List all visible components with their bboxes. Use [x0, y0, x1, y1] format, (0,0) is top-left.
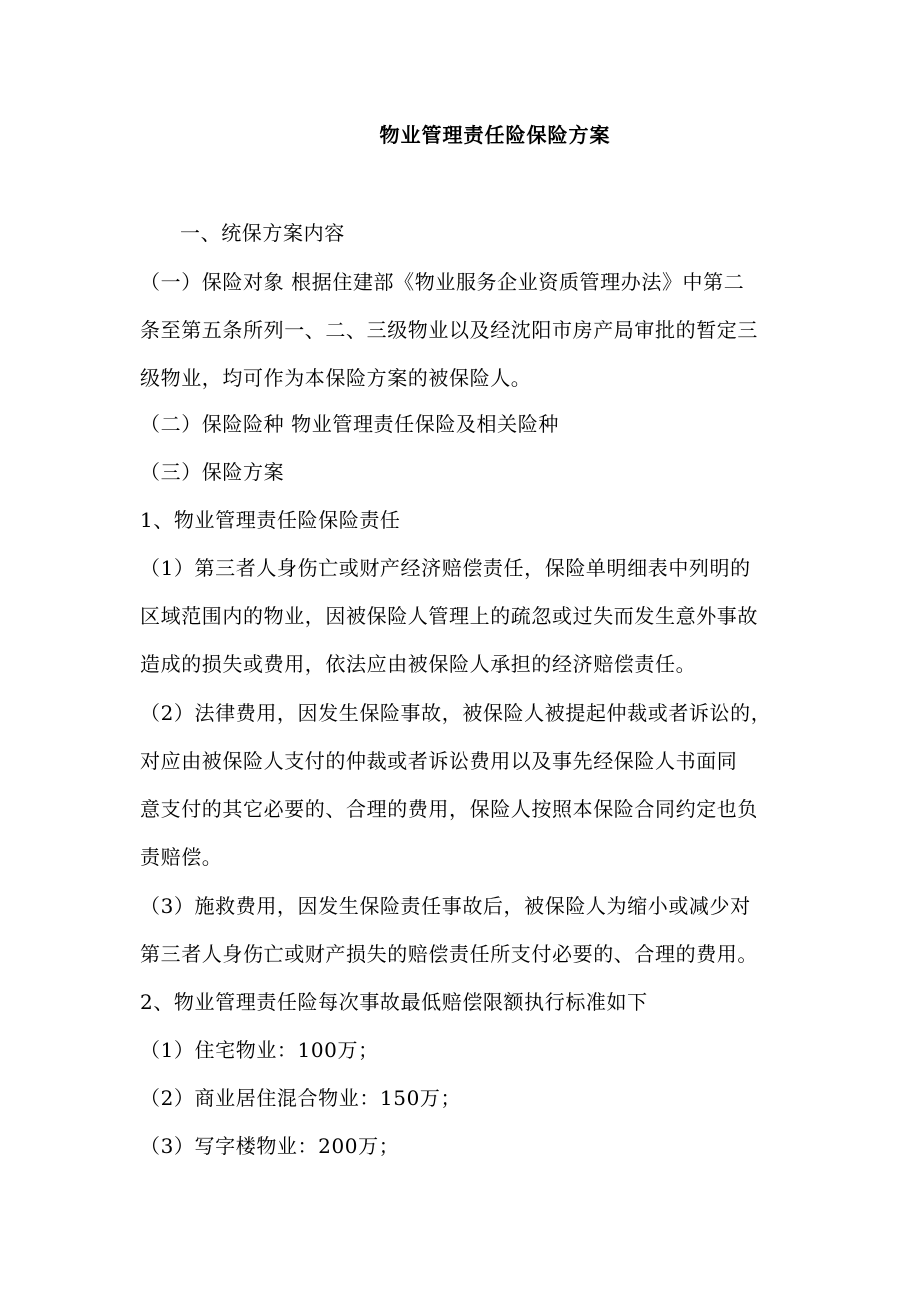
paragraph-line: 第三者人身伤亡或财产损失的赔偿责任所支付必要的、合理的费用。: [140, 942, 758, 966]
paragraph-line: （一）保险对象 根据住建部《物业服务企业资质管理办法》中第二: [140, 270, 745, 294]
paragraph-line: 对应由被保险人支付的仲裁或者诉讼费用以及事先经保险人书面同: [140, 749, 738, 773]
list-item: （3）写字楼物业：200万；: [140, 1134, 400, 1158]
paragraph-line: （3）施救费用，因发生保险责任事故后，被保险人为缩小或减少对: [140, 894, 751, 918]
paragraph-line: （三）保险方案: [140, 460, 285, 484]
paragraph-line: （二）保险险种 物业管理责任保险及相关险种: [140, 412, 559, 436]
paragraph-line: 责赔偿。: [140, 845, 223, 869]
paragraph-line: （2）法律费用，因发生保险事故，被保险人被提起仲裁或者诉讼的，: [140, 701, 772, 725]
paragraph-line: 造成的损失或费用，依法应由被保险人承担的经济赔偿责任。: [140, 652, 697, 676]
list-item: （2）商业居住混合物业：150万；: [140, 1086, 462, 1110]
paragraph-line: 区域范围内的物业，因被保险人管理上的疏忽或过失而发生意外事故: [140, 604, 758, 628]
paragraph-line: 条至第五条所列一、二、三级物业以及经沈阳市房产局审批的暂定三: [140, 318, 758, 342]
list-item: （1）住宅物业：100万；: [140, 1038, 379, 1062]
section-heading: 一、统保方案内容: [180, 221, 345, 245]
paragraph-line: （1）第三者人身伤亡或财产经济赔偿责任，保险单明细表中列明的: [140, 556, 751, 580]
paragraph-line: 级物业，均可作为本保险方案的被保险人。: [140, 366, 532, 390]
subsection-heading: 2、物业管理责任险每次事故最低赔偿限额执行标准如下: [140, 990, 648, 1014]
paragraph-line: 意支付的其它必要的、合理的费用，保险人按照本保险合同约定也负: [140, 797, 758, 821]
document-title: 物业管理责任险保险方案: [379, 123, 611, 147]
subsection-heading: 1、物业管理责任险保险责任: [140, 508, 401, 532]
